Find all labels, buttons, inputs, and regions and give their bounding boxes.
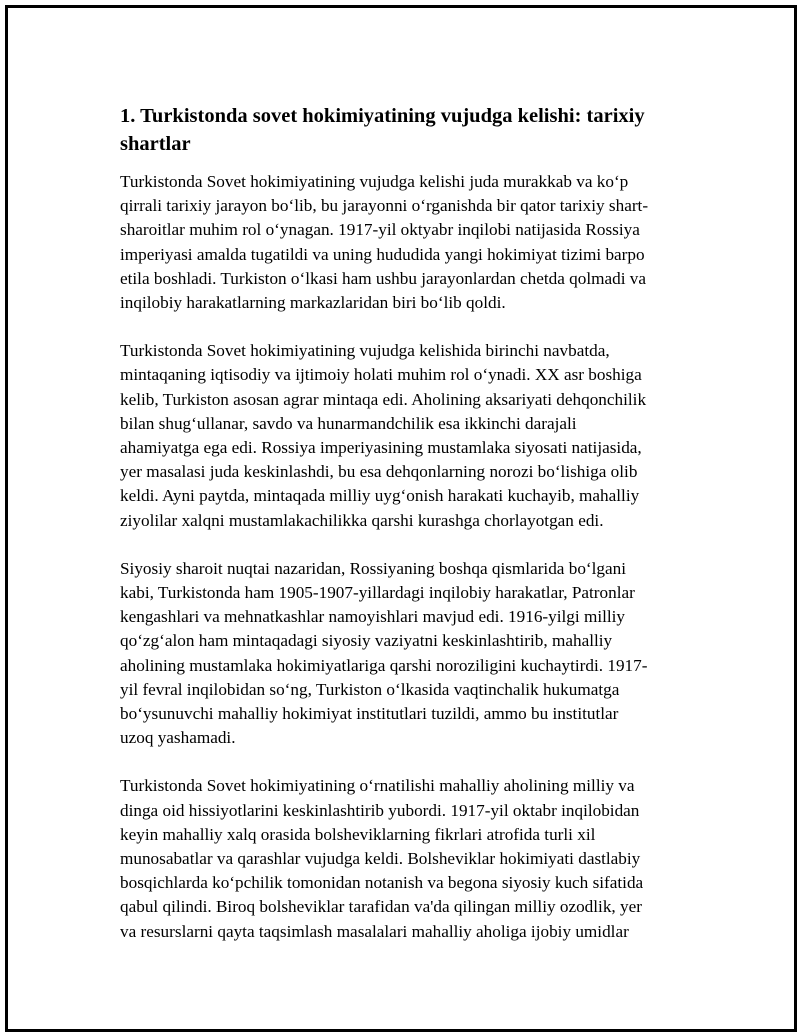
text-line: keldi. Ayni paytda, mintaqada milliy uyg‘onish harakati kuchayib, mahalliy [120,486,640,506]
text-line: yer masalasi juda keskinlashdi, bu esa dehqonlarning norozi bo‘lishiga olib [120,462,638,482]
text-line: imperiyasi amalda tugatildi va uning hududida yangi hokimiyat tizimi barpo [120,244,645,264]
page-frame [5,5,797,1032]
text-line: ahamiyatga ega edi. Rossiya imperiyasining mustamlaka siyosati natijasida, [120,438,642,458]
text-line: Siyosiy sharoit nuqtai nazaridan, Rossiyaning boshqa qismlarida bo‘lgani [120,558,626,578]
text-line: qabul qilindi. Biroq bolsheviklar tarafidan va'da qilingan milliy ozodlik, yer [120,897,642,917]
paragraph-1 [120,170,700,315]
text-line: aholining mustamlaka hokimiyatlariga qarshi noroziligini kuchaytirdi. 1917- [120,655,648,675]
text-line: uzoq yashamadi. [120,728,236,748]
text-line: kelib, Turkiston asosan agrar mintaqa edi. Aholining aksariyati dehqonchilik [120,389,647,409]
text-line: inqilobiy harakatlarning markazlaridan biri bo‘lib qoldi. [120,293,506,313]
text-line: yil fevral inqilobidan so‘ng, Turkiston o‘lkasida vaqtinchalik hukumatga [120,679,620,699]
text-line: dinga oid hissiyotlarini keskinlashtirib yubordi. 1917-yil oktabr inqilobidan [120,800,640,820]
text-line: keyin mahalliy xalq orasida bolsheviklarning fikrlari atrofida turli xil [120,824,596,844]
text-line: Turkistonda Sovet hokimiyatining vujudga kelishida birinchi navbatda, [120,341,610,361]
paragraph-3 [120,557,700,751]
heading-line: shartlar [120,133,191,155]
text-line: munosabatlar va qarashlar vujudga keldi. Bolsheviklar hokimiyati dastlabiy [120,849,641,869]
heading-line: 1. Turkistonda sovet hokimiyatining vujudga kelishi: tarixiy [120,105,645,127]
section-heading [120,102,700,158]
text-line: bilan shug‘ullanar, savdo va hunarmandchilik esa ikkinchi darajali [120,413,577,433]
text-line: bosqichlarda ko‘pchilik tomonidan notanish va begona siyosiy kuch sifatida [120,873,644,893]
text-line: ziyolilar xalqni mustamlakachilikka qarshi kurashga chorlayotgan edi. [120,510,604,530]
text-line: etila boshladi. Turkiston o‘lkasi ham ushbu jarayonlardan chetda qolmadi va [120,268,647,288]
text-line: mintaqaning iqtisodiy va ijtimoiy holati muhim rol o‘ynadi. XX asr boshiga [120,365,642,385]
paragraph-2 [120,339,700,533]
text-line: kengashlari va mehnatkashlar namoyishlari mavjud edi. 1916-yilgi milliy [120,607,626,627]
text-line: qo‘zg‘alon ham mintaqadagi siyosiy vaziyatni keskinlashtirib, mahalliy [120,631,613,651]
text-line: bo‘ysunuvchi mahalliy hokimiyat institutlari tuzildi, ammo bu institutlar [120,704,619,724]
text-line: Turkistonda Sovet hokimiyatining o‘rnatilishi mahalliy aholining milliy va [120,776,635,796]
text-line: va resurslarni qayta taqsimlash masalalari mahalliy aholiga ijobiy umidlar [120,921,629,941]
text-line: qirrali tarixiy jarayon bo‘lib, bu jarayonni o‘rganishda bir qator tarixiy shart- [120,196,649,216]
text-line: sharoitlar muhim rol o‘ynagan. 1917-yil oktyabr inqilobi natijasida Rossiya [120,220,640,240]
text-line: Turkistonda Sovet hokimiyatining vujudga kelishi juda murakkab va ko‘p [120,172,629,191]
paragraph-4 [120,774,700,943]
document-body [120,102,700,968]
text-line: kabi, Turkistonda ham 1905-1907-yillardagi inqilobiy harakatlar, Patronlar [120,583,635,603]
